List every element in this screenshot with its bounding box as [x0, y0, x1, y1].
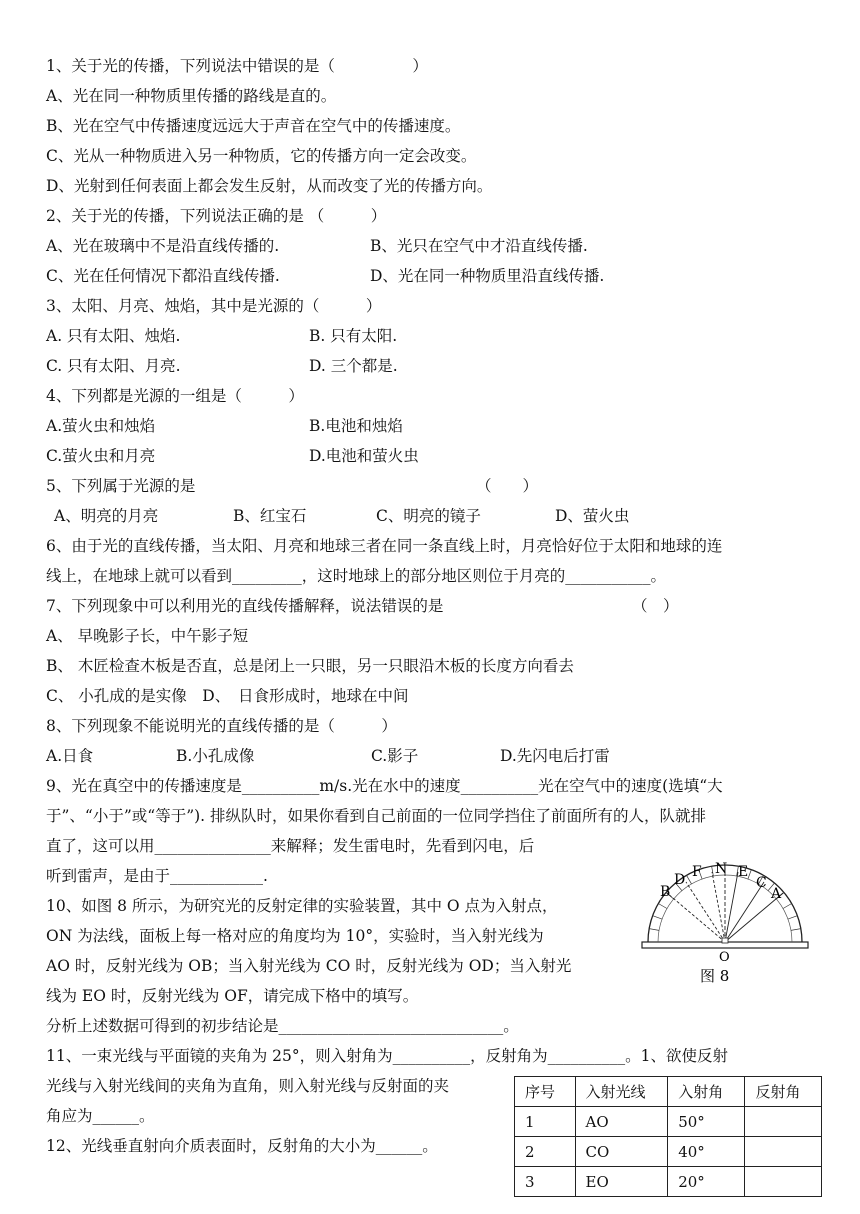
protractor-tick	[653, 916, 662, 919]
q4-stem: 4、下列都是光源的一组是（ ）	[46, 387, 304, 405]
q5-option-a: A、明亮的月亮	[54, 507, 159, 525]
table-cell: AO	[575, 1107, 668, 1137]
q5-option-b: B、红宝石	[233, 507, 307, 525]
table-header-cell: 序号	[515, 1077, 576, 1107]
q3-option-d: D. 三个都是.	[309, 357, 398, 375]
q6-line-1: 6、由于光的直线传播，当太阳、月亮和地球三者在同一条直线上时，月亮恰好位于太阳和地球的连	[46, 537, 723, 555]
q1-option-a: A、光在同一种物质里传播的路线是直的。	[46, 87, 337, 105]
q3-option-b: B. 只有太阳.	[309, 327, 398, 345]
q3-option-a: A. 只有太阳、烛焰.	[46, 327, 181, 345]
label-n: N	[715, 861, 728, 877]
label-c: C	[756, 875, 767, 891]
q10-line-1: 10、如图 8 所示，为研究光的反射定律的实验装置，其中 O 点为入射点，	[46, 897, 558, 915]
q10-line-2: ON 为法线，面板上每一格对应的角度均为 10°，实验时，当入射光线为	[46, 927, 544, 945]
reflection-angle-cell[interactable]	[745, 1107, 822, 1137]
protractor-tick	[783, 904, 792, 909]
q1-option-d: D、光射到任何表面上都会发生反射，从而改变了光的传播方向。	[46, 177, 493, 195]
q3-option-c: C. 只有太阳、月亮.	[46, 357, 181, 375]
label-b: B	[660, 884, 671, 900]
q10-conclusion: 分析上述数据可得到的初步结论是_____________________________。	[46, 1017, 519, 1035]
figure-caption: 图 8	[700, 967, 730, 985]
table-cell: 2	[515, 1137, 576, 1167]
q11-line-3: 角应为______。	[46, 1107, 155, 1125]
q9-line-4: 听到雷声，是由于____________.	[46, 867, 268, 885]
table-cell: 50°	[668, 1107, 745, 1137]
q12-line-1: 12、光线垂直射向介质表面时，反射角的大小为______。	[46, 1137, 438, 1155]
q9-line-2: 于”、“小于”或“等于”). 排纵队时，如果你看到自己前面的一位同学挡住了前面所有的人，队就排	[46, 807, 707, 825]
q8-option-a: A.日食	[46, 747, 94, 765]
table-header-cell: 反射角	[745, 1077, 822, 1107]
q6-line-2: 线上，在地球上就可以看到_________，这时地球上的部分地区则位于月亮的___________。	[46, 567, 667, 585]
q11-line-1: 11、一束光线与平面镜的夹角为 25°，则入射角为__________，反射角为__________。1、欲使反射	[46, 1047, 728, 1065]
q2-option-d: D、光在同一种物质里沿直线传播.	[370, 267, 605, 285]
q8-option-c: C.影子	[371, 747, 419, 765]
reflection-angle-cell[interactable]	[745, 1167, 822, 1197]
q2-option-b: B、光只在空气中才沿直线传播.	[370, 237, 588, 255]
q2-option-a: A、光在玻璃中不是沿直线传播的.	[46, 237, 280, 255]
protractor-tick	[748, 870, 751, 879]
table-header-row	[515, 1077, 822, 1107]
q7-option-b: B、 木匠检查木板是否直，总是闭上一只眼，另一只眼沿木板的长度方向看去	[46, 657, 574, 675]
q7-option-a: A、 早晚影子长，中午影子短	[46, 627, 249, 645]
table-cell: 3	[515, 1167, 576, 1197]
table-header-cell: 入射角	[668, 1077, 745, 1107]
table-row	[515, 1107, 822, 1137]
q5-stem: 5、下列属于光源的是	[46, 477, 196, 495]
q10-line-3: AO 时，反射光线为 OB；当入射光线为 CO 时，反射光线为 OD；当入射光	[46, 957, 572, 975]
q3-stem: 3、太阳、月亮、烛焰，其中是光源的（ ）	[46, 297, 382, 315]
table-cell: 20°	[668, 1167, 745, 1197]
protractor-tick	[658, 904, 667, 909]
protractor-tick	[649, 929, 659, 931]
q5-option-c: C、明亮的镜子	[376, 507, 481, 525]
protractor-tick	[788, 916, 797, 919]
q4-option-b: B.电池和烛焰	[309, 417, 403, 435]
label-a: A	[771, 886, 782, 902]
q10-line-4: 线为 EO 时，反射光线为 OF，请完成下格中的填写。	[46, 987, 419, 1005]
q2-stem: 2、关于光的传播，下列说法正确的是 （ ）	[46, 207, 387, 225]
q1-stem: 1、关于光的传播，下列说法中错误的是（ ）	[46, 57, 428, 75]
label-o: O	[719, 950, 730, 965]
q4-option-d: D.电池和萤火虫	[309, 447, 419, 465]
q8-option-b: B.小孔成像	[176, 747, 255, 765]
q1-option-c: C、光从一种物质进入另一种物质，它的传播方向一定会改变。	[46, 147, 477, 165]
q1-option-b: B、光在空气中传播速度远远大于声音在空气中的传播速度。	[46, 117, 461, 135]
q5-option-d: D、萤火虫	[555, 507, 630, 525]
table-header-cell: 入射光线	[575, 1077, 668, 1107]
table-cell: 1	[515, 1107, 576, 1137]
q5-answer-paren: （ ）	[476, 477, 539, 495]
q9-line-1: 9、光在真空中的传播速度是__________m/s.光在水中的速度__________光在空气中的速度(选填“大	[46, 777, 723, 795]
label-f: F	[692, 864, 702, 880]
protractor-tick	[791, 929, 801, 931]
reflection-table	[514, 1076, 822, 1197]
table-row	[515, 1137, 822, 1167]
reflection-angle-cell[interactable]	[745, 1137, 822, 1167]
q7-stem: 7、下列现象中可以利用光的直线传播解释，说法错误的是	[46, 597, 444, 615]
table-cell: EO	[575, 1167, 668, 1197]
protractor-tick	[712, 866, 714, 876]
protractor-tick	[687, 875, 692, 884]
q11-line-2: 光线与入射光线间的夹角为直角，则入射光线与反射面的夹	[46, 1077, 450, 1095]
q2-option-c: C、光在任何情况下都沿直线传播.	[46, 267, 280, 285]
table-cell: CO	[575, 1137, 668, 1167]
q7-option-cd: C、 小孔成的是实像 D、 日食形成时，地球在中间	[46, 687, 409, 705]
q8-option-d: D.先闪电后打雷	[500, 747, 610, 765]
table-row	[515, 1167, 822, 1197]
table-cell: 40°	[668, 1137, 745, 1167]
q9-line-3: 直了，这可以用_______________来解释；发生雷电时，先看到闪电，后	[46, 837, 535, 855]
q4-option-c: C.萤火虫和月亮	[46, 447, 156, 465]
label-e: E	[738, 864, 749, 880]
q8-stem: 8、下列现象不能说明光的直线传播的是（ ）	[46, 717, 397, 735]
q7-answer-paren: （ ）	[632, 597, 679, 615]
figure-8-diagram	[640, 860, 810, 988]
q4-option-a: A.萤火虫和烛焰	[46, 417, 156, 435]
label-d: D	[674, 872, 686, 888]
